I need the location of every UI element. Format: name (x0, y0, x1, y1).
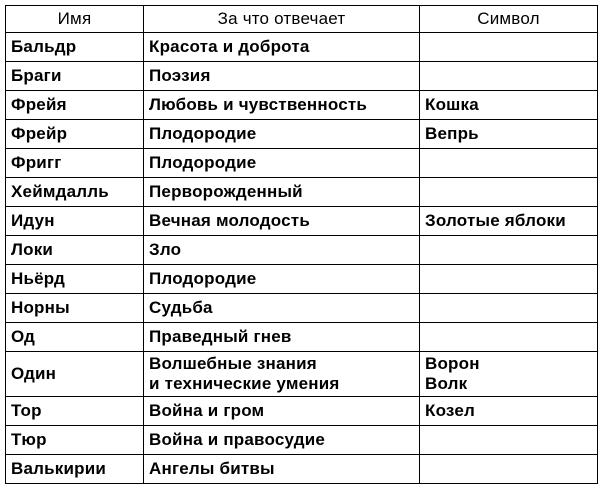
cell-name: Од (6, 323, 144, 352)
cell-responsibility (144, 352, 420, 397)
table-row (6, 265, 598, 294)
cell-name: Фрейр (6, 120, 144, 149)
cell-responsibility (144, 397, 420, 426)
cell-name: Тюр (6, 426, 144, 455)
cell-responsibility-line: Плодородие (149, 269, 257, 288)
table-row (6, 149, 598, 178)
cell-responsibility-line: Плодородие (149, 153, 257, 172)
table-row (6, 33, 598, 62)
cell-responsibility (144, 91, 420, 120)
cell-responsibility (144, 265, 420, 294)
table-body (6, 33, 598, 484)
cell-responsibility (144, 120, 420, 149)
cell-responsibility-line: Вечная молодость (149, 211, 310, 230)
cell-responsibility (144, 33, 420, 62)
table-row (6, 91, 598, 120)
cell-symbol-line: Золотые яблоки (425, 211, 566, 230)
cell-responsibility (144, 149, 420, 178)
cell-name: Один (6, 352, 144, 397)
cell-symbol-line: Козел (425, 401, 476, 420)
cell-name: Идун (6, 207, 144, 236)
table-row (6, 236, 598, 265)
cell-symbol-line: Вепрь (425, 124, 479, 143)
cell-symbol (420, 352, 598, 397)
cell-symbol (420, 33, 598, 62)
table-row (6, 455, 598, 484)
cell-responsibility-line: Война и гром (149, 401, 265, 420)
cell-symbol (420, 207, 598, 236)
table-row (6, 120, 598, 149)
cell-responsibility-line: Любовь и чувственность (149, 95, 368, 114)
table-row (6, 178, 598, 207)
table-row (6, 352, 598, 397)
cell-symbol-line: Ворон (425, 354, 480, 373)
cell-responsibility-line: и технические умения (149, 374, 340, 393)
cell-symbol (420, 397, 598, 426)
cell-symbol (420, 426, 598, 455)
cell-name: Хеймдалль (6, 178, 144, 207)
cell-responsibility-line: Перворожденный (149, 182, 303, 201)
table-row (6, 397, 598, 426)
cell-responsibility-line: Судьба (149, 298, 213, 317)
cell-responsibility-line: Красота и доброта (149, 37, 310, 56)
table-row (6, 323, 598, 352)
cell-name: Браги (6, 62, 144, 91)
table-row (6, 62, 598, 91)
header-name: Имя (6, 6, 144, 33)
cell-name: Тор (6, 397, 144, 426)
cell-name: Фригг (6, 149, 144, 178)
cell-responsibility (144, 178, 420, 207)
cell-symbol (420, 91, 598, 120)
gods-table (5, 5, 598, 484)
cell-responsibility-line: Плодородие (149, 124, 257, 143)
cell-responsibility-line: Волшебные знания (149, 354, 317, 373)
cell-name: Ньёрд (6, 265, 144, 294)
header-responsibility: За что отвечает (144, 6, 420, 33)
cell-responsibility (144, 426, 420, 455)
table-row (6, 426, 598, 455)
cell-name: Норны (6, 294, 144, 323)
cell-name: Локи (6, 236, 144, 265)
cell-symbol (420, 294, 598, 323)
cell-responsibility-line: Поэзия (149, 66, 211, 85)
cell-name: Бальдр (6, 33, 144, 62)
cell-responsibility-line: Зло (149, 240, 182, 259)
cell-responsibility-line: Праведный гнев (149, 327, 292, 346)
cell-responsibility (144, 236, 420, 265)
cell-symbol (420, 265, 598, 294)
cell-responsibility (144, 207, 420, 236)
cell-symbol (420, 455, 598, 484)
cell-symbol (420, 62, 598, 91)
cell-responsibility (144, 455, 420, 484)
table-container (5, 5, 598, 484)
cell-symbol (420, 178, 598, 207)
cell-symbol (420, 120, 598, 149)
header-symbol: Символ (420, 6, 598, 33)
cell-symbol (420, 149, 598, 178)
cell-responsibility-line: Ангелы битвы (149, 459, 275, 478)
cell-symbol-line: Кошка (425, 95, 479, 114)
table-header-row (6, 6, 598, 33)
cell-symbol-line: Волк (425, 374, 468, 393)
cell-responsibility (144, 62, 420, 91)
cell-name: Фрейя (6, 91, 144, 120)
cell-name: Валькирии (6, 455, 144, 484)
table-row (6, 294, 598, 323)
table-row (6, 207, 598, 236)
cell-responsibility (144, 323, 420, 352)
cell-symbol (420, 323, 598, 352)
cell-responsibility-line: Война и правосудие (149, 430, 326, 449)
cell-responsibility (144, 294, 420, 323)
cell-symbol (420, 236, 598, 265)
